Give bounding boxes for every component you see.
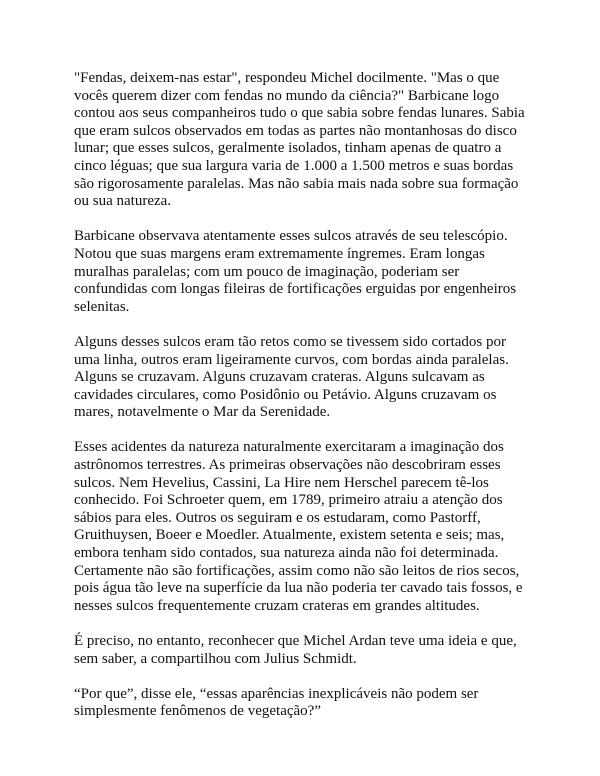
- paragraph-1: "Fendas, deixem-nas estar", respondeu Michel docilmente. "Mas o que vocês querem dizer com fendas no mundo da ciência?" Barbicane logo contou aos seus companheiros tudo o que sabia sobre fendas lunares. Sabia que eram sulcos observados em todas as partes não montanhosas do disco lunar; que esses sulcos, geralmente isolados, tinham apenas de quatro a cinco léguas; que sua largura varia de 1.000 a 1.500 metros e suas bordas são rigorosamente paralelas. Mas não sabia mais nada sobre sua formação ou sua natureza.: [74, 70, 525, 210]
- paragraph-2: Barbicane observava atentamente esses sulcos através de seu telescópio. Notou que suas margens eram extremamente íngremes. Eram longas muralhas paralelas; com um pouco de imaginação, poderiam ser confundidas com longas fileiras de fortificações erguidas por engenheiros selenitas.: [74, 228, 517, 315]
- paragraph-6: “Por que”, disse ele, “essas aparências inexplicáveis não podem ser simplesmente fenômenos de vegetação?”: [74, 685, 479, 720]
- paragraph-3: Alguns desses sulcos eram tão retos como se tivessem sido cortados por uma linha, outros eram ligeiramente curvos, com bordas ainda paralelas. Alguns se cruzavam. Alguns cruzavam crateras. Alguns sulcavam as cavidades circulares, como Posidônio ou Petávio. Alguns cruzavam os mares, notavelmente o Mar da Serenidade.: [74, 333, 509, 421]
- paragraph-5: É preciso, no entanto, reconhecer que Michel Ardan teve uma ideia e que, sem saber, a compartilhou com Julius Schmidt.: [74, 633, 517, 667]
- text-column: [74, 70, 526, 721]
- paragraph-4: Esses acidentes da natureza naturalmente exercitaram a imaginação dos astrônomos terrestres. As primeiras observações não descobriram esses sulcos. Nem Hevelius, Cassini, La Hire nem Herschel parecem tê-los conhecido. Foi Schroeter quem, em 1789, primeiro atraiu a atenção dos sábios para eles. Outros os seguiram e os estudaram, como Pastorff, Gruithuysen, Boeer e Moedler. Atualmente, existem setenta e seis; mas, embora tenham sido contados, sua natureza ainda não foi determinada. Certamente não são fortificações, assim como não são leitos de rios secos, pois água tão leve na superfície da lua não poderia ter cavado tais fossos, e nesses sulcos frequentemente cruzam crateras em grandes altitudes.: [74, 439, 523, 614]
